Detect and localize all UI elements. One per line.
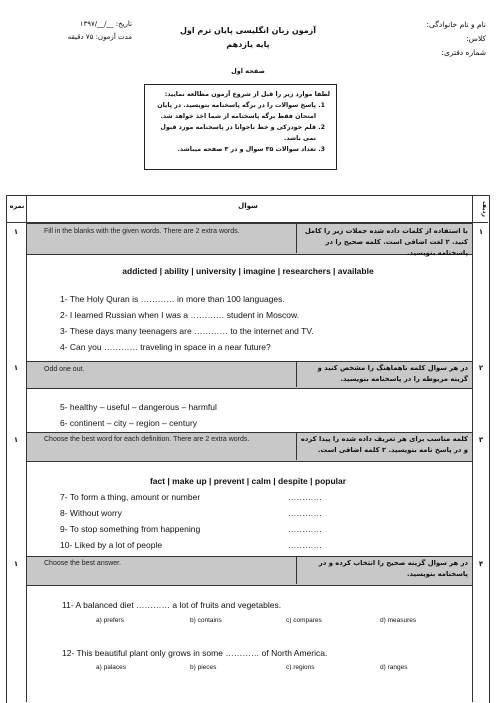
section-3-number: ۳ [478, 436, 484, 444]
option-b: b) contains [190, 617, 222, 624]
section-2-instruction-fa: در هر سوال کلمه ناهماهنگ را مشخص کنید و گزینه مربوطه را در پاسخنامه بنویسید. [317, 364, 468, 383]
question-5: 5- healthy – useful – dangerous – harmful [60, 402, 217, 412]
question-3: 3- These days many teenagers are ………… to the internet and TV. [60, 326, 314, 336]
answer-blank: ………… [288, 508, 322, 518]
exam-meta [12, 18, 132, 44]
section-1-split [296, 223, 297, 253]
notice-box [144, 84, 337, 170]
grade-line: پایه یازدهم [226, 40, 270, 49]
question-11: 11- A balanced diet ………… a lot of fruits and vegetables. [62, 600, 282, 610]
option-c: c) compares [286, 617, 322, 624]
option-b: b) pieces [190, 664, 217, 671]
section-1-number: ۱ [478, 228, 484, 236]
answer-blank: ………… [288, 524, 322, 534]
question-1: 1- The Holy Quran is ………… in more than 100 languages. [60, 294, 285, 304]
score-header: نمره [9, 202, 25, 210]
row-header: ردیف [481, 201, 488, 217]
answer-blank: ………… [288, 540, 322, 550]
question-10: 10- Liked by a lot of people [60, 540, 163, 550]
option-a: a) palaces [96, 664, 126, 671]
question-12: 12- This beautiful plant only grows in some ………… of North America. [62, 648, 328, 658]
option-c: c) regions [286, 664, 315, 671]
question-header: سوال [238, 202, 258, 210]
question-2: 2- I learned Russian when I was a ………… student in Moscow. [60, 310, 300, 320]
section-1-score: ۱ [13, 228, 19, 236]
section-1-instruction-fa: با استفاده از کلمات داده شده جملات زیر را کامل کنید. ۲ لغت اضافی است. کلمه صحیح را در پاسخنامه بنویسید. [304, 227, 468, 257]
question-8: 8- Without worry [60, 508, 122, 518]
question-4: 4- Can you ………… traveling in space in a near future? [60, 342, 271, 352]
duration-label: مدت آزمون: ۷۵ دقیقه [67, 33, 132, 41]
question-6: 6- continent – city – region – century [60, 418, 198, 428]
section-4-score: ۱ [13, 560, 19, 568]
section-1-instruction-en: Fill in the blanks with the given words. There are 2 extra words. [44, 228, 240, 235]
date-label: تاریخ: __/__/۱۳۹۷ [79, 20, 132, 28]
question-7: 7- To form a thing, amount or number [60, 492, 201, 502]
section-3-instruction-fa: کلمه مناسب برای هر تعریف داده شده را پیدا کرده و در پاسخ نامه بنویسید. ۲ کلمه اضافی است. [300, 435, 468, 454]
question-9: 9- To stop something from happening [60, 524, 201, 534]
option-a: a) prefers [96, 617, 124, 624]
word-bank-1: addicted | ability | university | imagine | researchers | available [122, 266, 374, 276]
answer-blank: ………… [288, 492, 322, 502]
section-3-instruction-en: Choose the best word for each definition. There are 2 extra words. [44, 436, 250, 443]
section-4-split [296, 556, 297, 584]
class-label: کلاس: [466, 34, 486, 43]
word-bank-2: fact | make up | prevent | calm | despite | popular [149, 476, 347, 486]
notebook-number-label: شماره دفتری: [441, 48, 486, 57]
section-2-instruction-en: Odd one out. [44, 366, 85, 373]
page-label: صفحه اول [231, 67, 265, 75]
section-2-number: ۲ [478, 364, 484, 372]
option-d: d) measures [380, 617, 417, 624]
notice-title: لطفا موارد زیر را قبل از شروع آزمون مطالعه نمایید: [164, 91, 330, 98]
exam-title-line: آزمون زبان انگلیسی پایان ترم اول [179, 26, 317, 35]
option-d: d) ranges [380, 664, 408, 671]
notice-item: 1. پاسخ سوالات را در برگه پاسخنامه بنویسید. در پایان امتحان فقط برگه پاسخنامه از شما اخذ خواهد شد. [151, 100, 316, 122]
section-4-instruction-fa: در هر سوال گزینه صحیح را انتخاب کرده و در پاسخنامه بنویسید. [318, 559, 468, 578]
notice-item: 2. قلم خودرکی و خط ناخوانا در پاسخنامه مورد قبول نمی باشد. [151, 122, 316, 144]
section-3-score: ۱ [13, 436, 19, 444]
section-3-split [296, 432, 297, 460]
name-label: نام و نام خانوادگی: [426, 20, 486, 29]
notice-item: 3. تعداد سوالات ۳۵ سوال و در ۳ صفحه میباشد. [151, 144, 316, 155]
section-2-split [296, 361, 297, 387]
section-2-score: ۱ [13, 364, 19, 372]
section-4-instruction-en: Choose the best answer. [44, 560, 122, 567]
section-4-number: ۴ [478, 560, 484, 568]
